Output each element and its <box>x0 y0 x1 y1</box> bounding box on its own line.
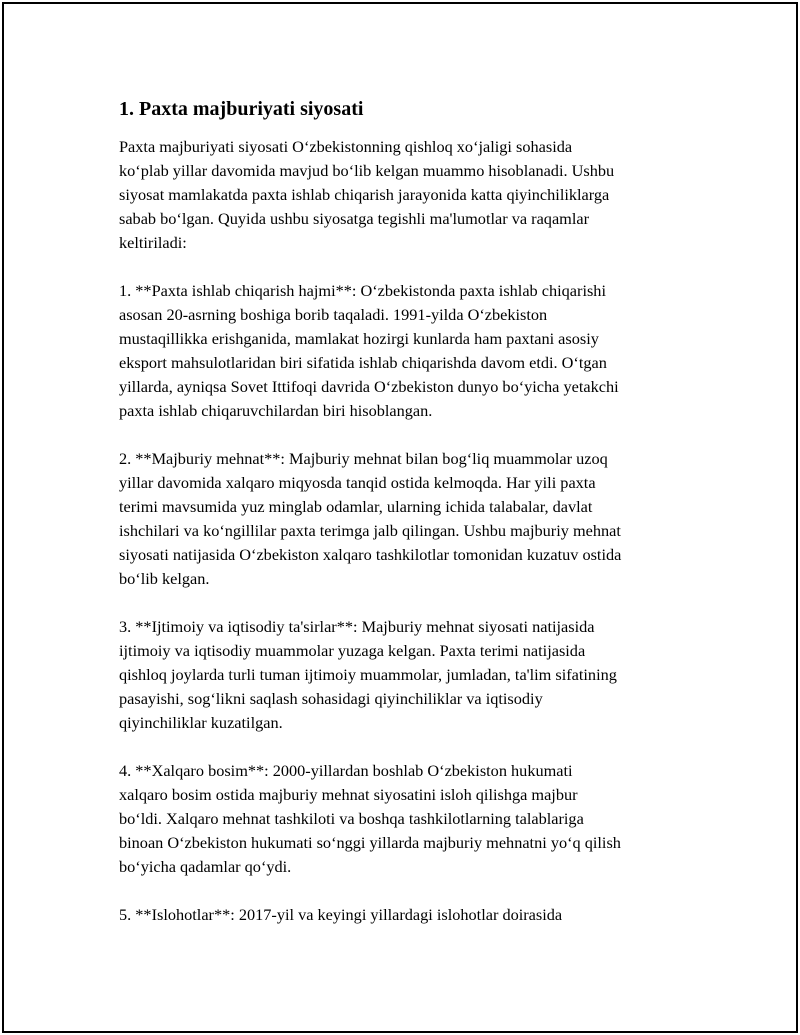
paragraph-social-economic-effects: 3. **Ijtimoiy va iqtisodiy ta'sirlar**: Majburiy mehnat siyosati natijasida ijtimoiy va iqtisodiy muammolar yuzaga kelgan. Paxta terimi natijasida qishloq joylarda turli tuman ijtimoiy muammolar, jumladan, ta'lim sifatining pasayishi, sog‘likni saqlash sohasidagi qiyinchiliklar va iqtisodiy qiyinchiliklar kuzatilgan. <box>119 617 617 732</box>
paragraph-cotton-production: 1. **Paxta ishlab chiqarish hajmi**: O‘zbekistonda paxta ishlab chiqarishi asosan 20-asrning boshiga borib taqaladi. 1991-yilda O‘zbekiston mustaqillikka erishganida, mamlakat hozirgi kunlarda ham paxtani asosiy eksport mahsulotlaridan biri sifatida ishlab chiqarishda davom etdi. O‘tgan yillarda, ayniqsa Sovet Ittifoqi davrida O‘zbekiston dunyo bo‘yicha yetakchi paxta ishlab chiqaruvchilardan biri hisoblangan. <box>119 281 619 420</box>
document-body <box>119 96 699 951</box>
paragraph-reforms: 5. **Islohotlar**: 2017-yil va keyingi yillardagi islohotlar doirasida <box>119 905 563 924</box>
intro-paragraph: Paxta majburiyati siyosati O‘zbekistonning qishloq xo‘jaligi sohasida ko‘plab yillar davomida mavjud bo‘lib kelgan muammo hisoblanadi. Ushbu siyosat mamlakatda paxta ishlab chiqarish jarayonida katta qiyinchiliklarga sabab bo‘lgan. Quyida ushbu siyosatga tegishli ma'lumotlar va raqamlar keltiriladi: <box>119 137 615 252</box>
document-title: 1. Paxta majburiyati siyosati <box>119 98 364 120</box>
paragraph-forced-labor: 2. **Majburiy mehnat**: Majburiy mehnat bilan bog‘liq muammolar uzoq yillar davomida xalqaro miqyosda tanqid ostida kelmoqda. Har yili paxta terimi mavsumida yuz minglab odamlar, ularning ichida talabalar, davlat ishchilari va ko‘ngillilar paxta terimga jalb qilingan. Ushbu majburiy mehnat siyosati natijasida O‘zbekiston xalqaro tashkilotlar tomonidan kuzatuv ostida bo‘lib kelgan. <box>119 449 622 588</box>
paragraph-international-pressure: 4. **Xalqaro bosim**: 2000-yillardan boshlab O‘zbekiston hukumati xalqaro bosim ostida majburiy mehnat siyosatini isloh qilishga majbur bo‘ldi. Xalqaro mehnat tashkiloti va boshqa tashkilotlarning talablariga binoan O‘zbekiston hukumati so‘nggi yillarda majburiy mehnatni yo‘q qilish bo‘yicha qadamlar qo‘ydi. <box>119 761 621 876</box>
page-frame <box>2 2 798 1033</box>
